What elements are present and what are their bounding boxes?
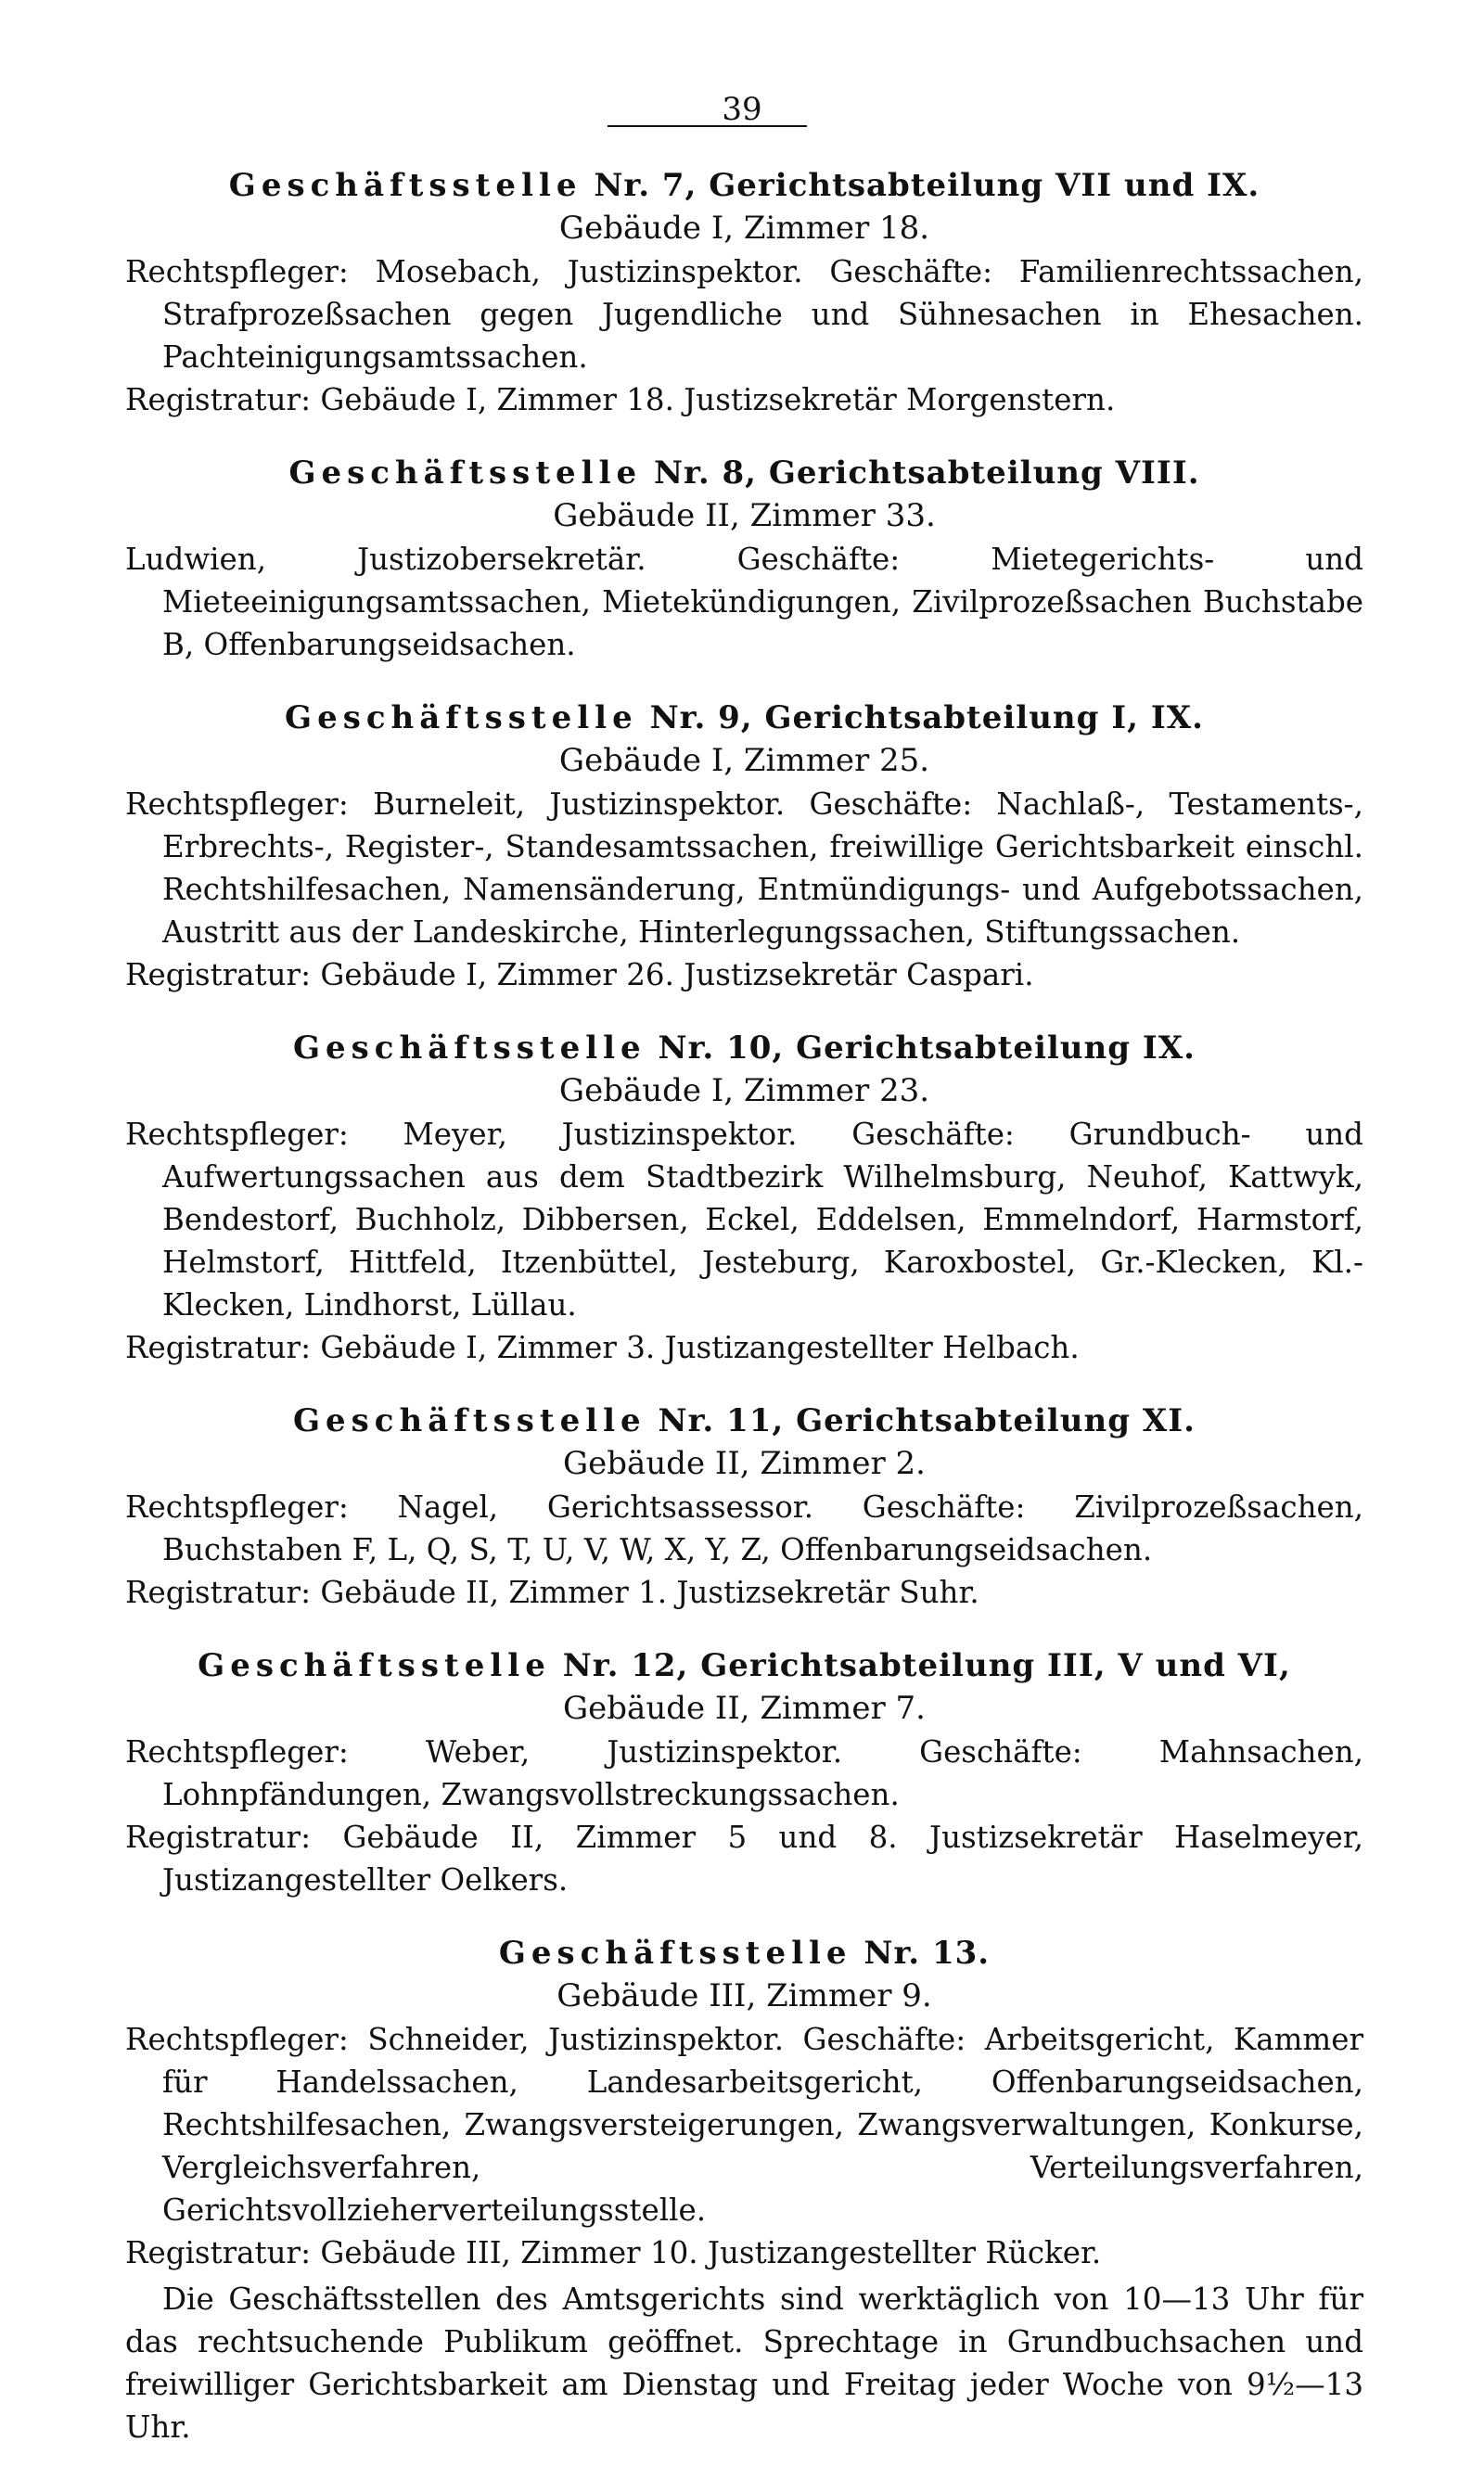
section-heading: Geschäftsstelle Nr. 11, Gerichtsabteilung XI. [293,1402,1196,1439]
building-room: Gebäude I, Zimmer 23. [558,1072,930,1109]
section-body: Rechtspfleger: Meyer, Justizinspektor. Geschäfte: Grundbuch- und Aufwertungssachen aus dem Stadtbezirk Wilhelmsburg, Neuhof, Kattwyk, Bendestorf, Buchholz, Dibbersen, Eckel, Eddelsen, Emmelndorf, Harmstorf, Helmstorf, Hittfeld, Itzenbüttel, Jesteburg, Karoxbostel, Gr.-Klecken, Kl.-Klecken, Lindhorst, Lüllau. [125,1117,1363,1323]
page-number: 39 [722,91,762,128]
section-body: Rechtspfleger: Weber, Justizinspektor. Geschäfte: Mahnsachen, Lohnpfändungen, Zwangsvollstreckungssachen. [125,1734,1363,1812]
building-room: Gebäude I, Zimmer 25. [558,742,930,779]
section-body: Rechtspfleger: Nagel, Gerichtsassessor. Geschäfte: Zivilprozeßsachen, Buchstaben F, L, Q, S, T, U, V, W, X, Y, Z, Offenbarungseidsachen. [125,1489,1363,1567]
building-room: Gebäude II, Zimmer 7. [563,1690,926,1727]
closing-paragraph: Die Geschäftsstellen des Amtsgerichts sind werktäglich von 10—13 Uhr für das rechtsuchende Publikum geöffnet. Sprechtage in Grundbuchsachen und freiwilliger Gerichtsbarkeit am Dienstag und Freitag jeder Woche von 9½—13 Uhr. [125,2282,1363,2445]
building-room: Gebäude II, Zimmer 33. [553,497,936,534]
section-body: Rechtspfleger: Burneleit, Justizinspektor. Geschäfte: Nachlaß-, Testaments-, Erbrechts-, Register-, Standesamtssachen, freiwillige Gerichtsbarkeit einschl. Rechtshilfesachen, Namensänderung, Entmündigungs- und Aufgebotssachen, Austritt aus der Landeskirche, Hinterlegungssachen, Stiftungssachen. [125,786,1363,950]
section-office-11 [125,1400,1363,1614]
section-office-8 [125,453,1363,666]
page-content [125,165,1363,2480]
registry-line: Registratur: Gebäude II, Zimmer 5 und 8. Justizsekretär Haselmeyer, Justizangestellter Oelkers. [125,1820,1363,1898]
section-office-7 [125,165,1363,421]
section-body: Rechtspfleger: Mosebach, Justizinspektor. Geschäfte: Familienrechtssachen, Strafprozeßsachen gegen Jugendliche und Sühnesachen in Ehesachen. Pachteinigungsamtssachen. [125,254,1363,375]
registry-line: Registratur: Gebäude I, Zimmer 3. Justizangestellter Helbach. [125,1330,1080,1365]
registry-line: Registratur: Gebäude II, Zimmer 1. Justizsekretär Suhr. [125,1575,979,1610]
section-office-13 [125,1933,1363,2448]
registry-line: Registratur: Gebäude I, Zimmer 26. Justizsekretär Caspari. [125,957,1034,992]
section-heading: Geschäftsstelle Nr. 8, Gerichtsabteilung VIII. [288,454,1200,492]
building-room: Gebäude II, Zimmer 2. [563,1445,926,1482]
section-heading: Geschäftsstelle Nr. 9, Gerichtsabteilung I, IX. [285,699,1204,736]
section-heading: Geschäftsstelle Nr. 13. [498,1935,991,1972]
building-room: Gebäude I, Zimmer 18. [558,210,930,247]
header-rule [608,125,807,127]
registry-line: Registratur: Gebäude III, Zimmer 10. Justizangestellter Rücker. [125,2235,1102,2270]
section-body: Rechtspfleger: Schneider, Justizinspektor. Geschäfte: Arbeitsgericht, Kammer für Handelssachen, Landesarbeitsgericht, Offenbarungseidsachen, Rechtshilfesachen, Zwangsversteigerungen, Zwangsverwaltungen, Konkurse, Vergleichsverfahren, Verteilungsverfahren, Gerichtsvollzieherverteilungsstelle. [125,2022,1363,2228]
registry-line: Registratur: Gebäude I, Zimmer 18. Justizsekretär Morgenstern. [125,382,1116,417]
section-office-12 [125,1645,1363,1901]
section-heading: Geschäftsstelle Nr. 10, Gerichtsabteilung IX. [293,1029,1196,1067]
section-body: Ludwien, Justizobersekretär. Geschäfte: Mietegerichts- und Mieteeinigungsamtssachen, Mietekündigungen, Zivilprozeßsachen Buchstabe B, Offenbarungseidsachen. [125,542,1363,662]
section-office-9 [125,697,1363,996]
section-office-10 [125,1028,1363,1369]
section-heading: Geschäftsstelle Nr. 7, Gerichtsabteilung VII und IX. [228,167,1260,204]
section-heading: Geschäftsstelle Nr. 12, Gerichtsabteilung III, V und VI, [198,1647,1291,1684]
building-room: Gebäude III, Zimmer 9. [556,1977,932,2014]
